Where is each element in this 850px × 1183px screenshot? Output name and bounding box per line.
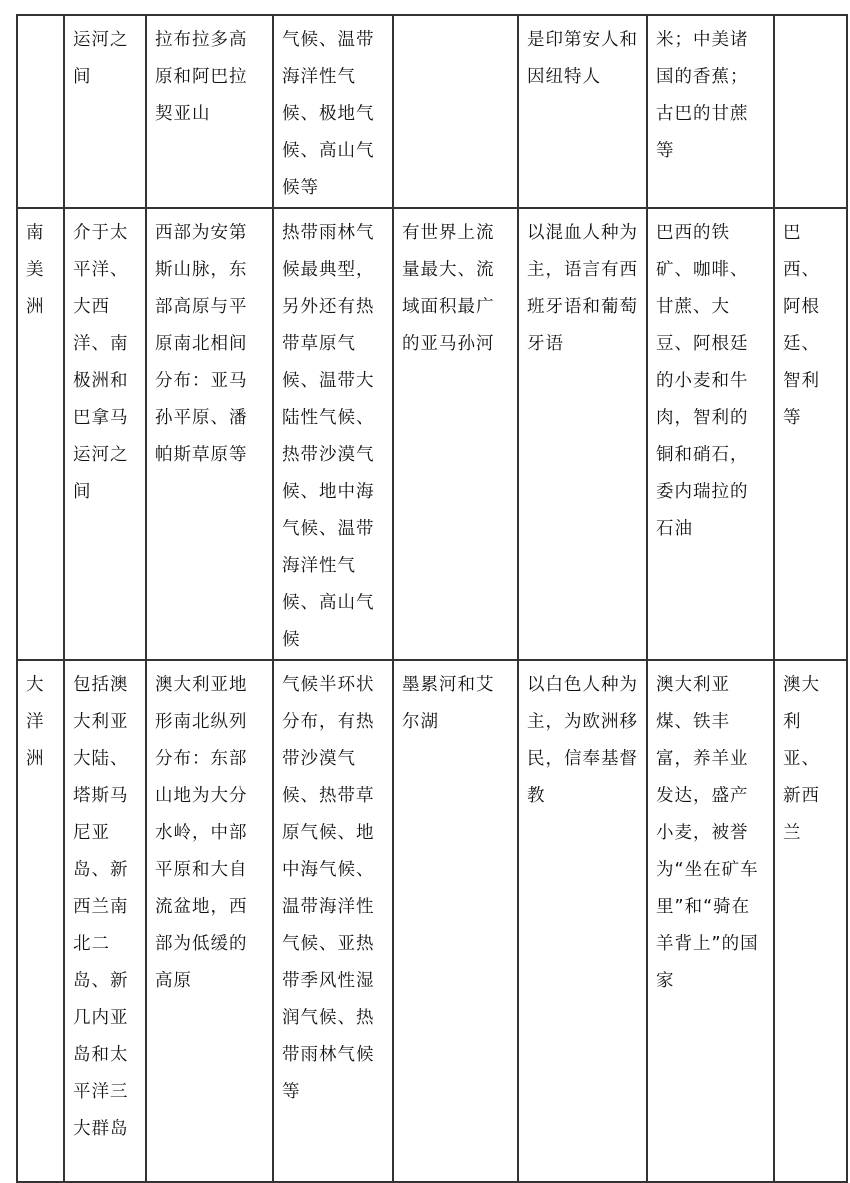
continent-geography-table xyxy=(16,14,848,1183)
table-row xyxy=(17,660,847,1182)
countries-cell: 澳大利亚、新西兰 xyxy=(774,660,847,1182)
population-cell: 以混血人种为主，语言有西班牙语和葡萄牙语 xyxy=(518,208,647,660)
rivers-lakes-cell: 墨累河和艾尔湖 xyxy=(393,660,518,1182)
population-cell: 以白色人种为主，为欧洲移民，信奉基督教 xyxy=(518,660,647,1182)
terrain-cell: 澳大利亚地形南北纵列分布：东部山地为大分水岭，中部平原和大自流盆地，西部为低缓的高原 xyxy=(146,660,273,1182)
location-cell: 运河之间 xyxy=(64,15,146,208)
climate-cell: 气候半环状分布，有热带沙漠气候、热带草原气候、地中海气候、温带海洋性气候、亚热带季风性湿润气候、热带雨林气候等 xyxy=(273,660,393,1182)
table-row xyxy=(17,208,847,660)
countries-cell xyxy=(774,15,847,208)
countries-cell: 巴西、阿根廷、智利等 xyxy=(774,208,847,660)
continent-cell xyxy=(17,15,64,208)
terrain-cell: 西部为安第斯山脉，东部高原与平原南北相间分布：亚马孙平原、潘帕斯草原等 xyxy=(146,208,273,660)
continent-cell: 南美洲 xyxy=(17,208,64,660)
table-row xyxy=(17,15,847,208)
products-cell: 米；中美诸国的香蕉；古巴的甘蔗等 xyxy=(647,15,774,208)
climate-cell: 热带雨林气候最典型，另外还有热带草原气候、温带大陆性气候、热带沙漠气候、地中海气候、温带海洋性气候、高山气候 xyxy=(273,208,393,660)
location-cell: 介于太平洋、大西洋、南极洲和巴拿马运河之间 xyxy=(64,208,146,660)
rivers-lakes-cell xyxy=(393,15,518,208)
products-cell: 澳大利亚煤、铁丰富，养羊业发达，盛产小麦，被誉为“坐在矿车里”和“骑在羊背上”的国家 xyxy=(647,660,774,1182)
terrain-cell: 拉布拉多高原和阿巴拉契亚山 xyxy=(146,15,273,208)
rivers-lakes-cell: 有世界上流量最大、流域面积最广的亚马孙河 xyxy=(393,208,518,660)
location-cell: 包括澳大利亚大陆、塔斯马尼亚岛、新西兰南北二岛、新几内亚岛和太平洋三大群岛 xyxy=(64,660,146,1182)
population-cell: 是印第安人和因纽特人 xyxy=(518,15,647,208)
continent-cell: 大洋洲 xyxy=(17,660,64,1182)
climate-cell: 气候、温带海洋性气候、极地气候、高山气候等 xyxy=(273,15,393,208)
products-cell: 巴西的铁矿、咖啡、甘蔗、大豆、阿根廷的小麦和牛肉，智利的铜和硝石，委内瑞拉的石油 xyxy=(647,208,774,660)
